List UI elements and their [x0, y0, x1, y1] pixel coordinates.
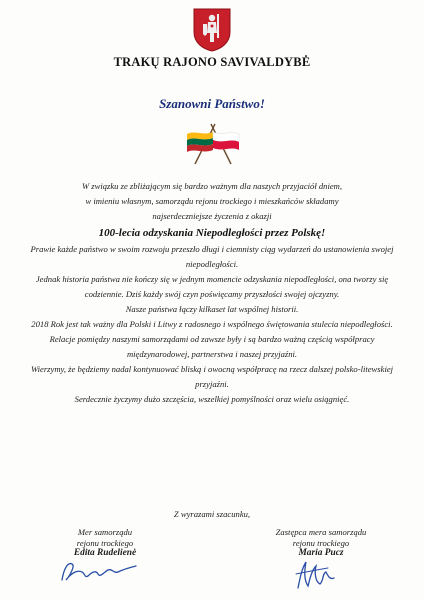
- lithuania-poland-flags-icon: [185, 120, 241, 166]
- signatory-name: Maria Pucz: [298, 548, 344, 558]
- coat-of-arms-crest: [193, 8, 231, 52]
- intro-line: najserdeczniejsze życzenia z okazji: [152, 211, 272, 221]
- closing-regards: Z wyrazami szacunku,: [173, 509, 251, 519]
- greeting-heading: Szanowni Państwo!: [159, 96, 265, 111]
- intro-line: W związku ze zbliżającym się bardzo ważnym dla naszych przyjaciół dniem,: [81, 181, 343, 191]
- signatory-area: rejonu trockiego: [76, 537, 134, 548]
- signatory-name: Edita Rudelienė: [73, 548, 137, 558]
- letter-body: [30, 179, 394, 407]
- handwritten-signature-left: [58, 558, 140, 584]
- paragraph: 2018 Rok jest tak ważny dla Polski i Litwy z radosnego i wspólnego świętowania stulecia niepodległości.: [31, 319, 393, 329]
- handwritten-signature-right: [292, 558, 338, 592]
- anniversary-headline: 100-lecia odzyskania Niepodległości przez Polskę!: [98, 227, 326, 239]
- paragraph: Wierzymy, że będziemy nadal kontynuować bliską i owocną współpracę na rzecz dalszej polsko-litewskiej przyjaźni.: [30, 364, 394, 389]
- signature-block-right: [246, 527, 396, 559]
- paragraph: Serdecznie życzymy dużo szczęścia, wszelkiej pomyślności oraz wielu osiągnięć.: [74, 394, 350, 404]
- signatory-role: Mer samorządu: [77, 527, 133, 537]
- signature-block-left: [30, 527, 180, 559]
- intro-line: w imieniu własnym, samorządu rejonu trockiego i mieszkańców składamy: [85, 196, 339, 206]
- signatory-area: rejonu trockiego: [292, 537, 350, 548]
- paragraph: Nasze państwa łączy kilkaset lat wspólnej historii.: [125, 304, 299, 314]
- paragraph: Prawie każde państwo w swoim rozwoju przeszło długi i ciemnisty ciąg wydarzeń do ustanowienia swojej niepodległości.: [30, 244, 394, 269]
- paragraph: Jednak historia państwa nie kończy się w jednym momencie odzyskania niepodległości, ona tworzy się codziennie. Dziś każdy swój czyn poświęcamy przyszłości swojej ojczyzny.: [35, 274, 389, 299]
- paragraph: Relacje pomiędzy naszymi samorządami od zawsze były i są bardzo ważną częścią współpracy międzynarodowej, partnerstwa i naszej przyjaźni.: [49, 334, 375, 359]
- municipality-title: TRAKŲ RAJONO SAVIVALDYBĖ: [113, 55, 311, 69]
- signatory-role: Zastępca mera samorządu: [275, 527, 367, 537]
